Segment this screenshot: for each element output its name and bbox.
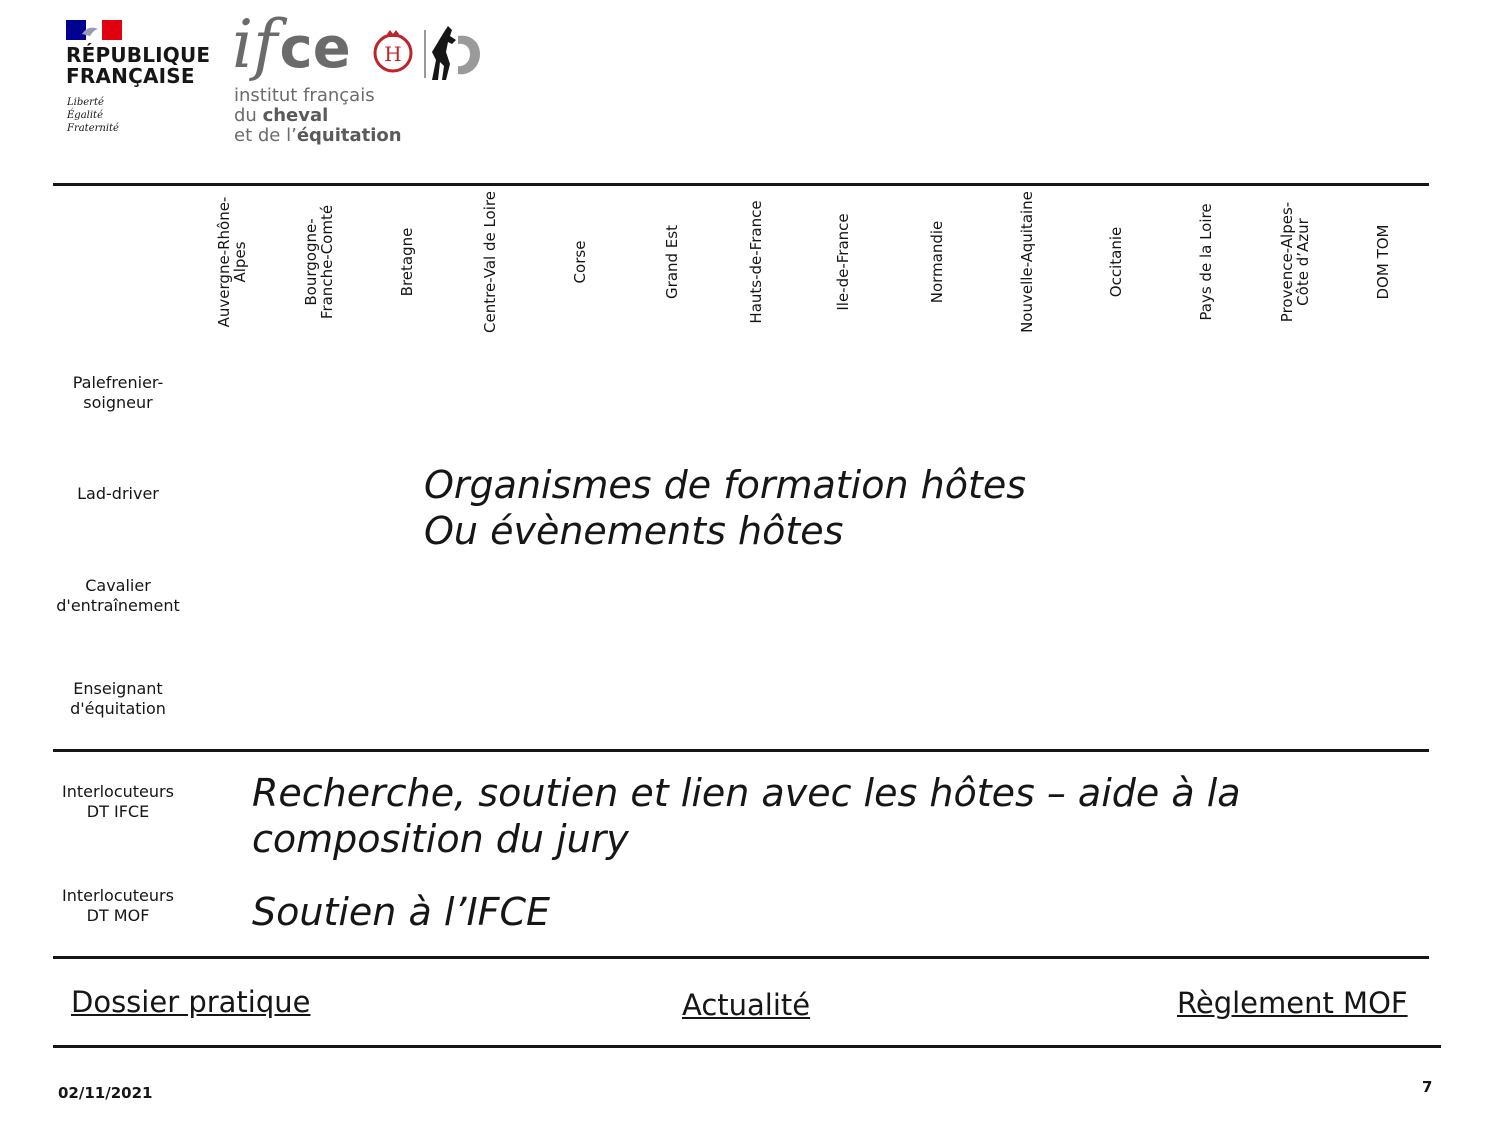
region-header-occitanie	[1108, 227, 1124, 297]
row-label-palefrenier-soigneur	[40, 373, 196, 413]
ifce-logo	[232, 6, 502, 150]
row-label-line2: DT IFCE	[86, 802, 150, 821]
dt-ifce-role-line2: composition du jury	[252, 817, 629, 861]
ifce-subtitle-line2a: du	[234, 105, 263, 126]
ifce-subtitle-line3a: et de l’	[234, 125, 297, 146]
dossier-pratique-link[interactable]: Dossier pratique	[71, 985, 311, 1019]
row-label-line2: d'entraînement	[56, 596, 180, 615]
row-label-line1: Cavalier	[85, 576, 151, 595]
row-label-line1: Enseignant	[73, 679, 163, 698]
region-header-ile-de-france	[835, 213, 851, 310]
table-bottom-rule	[53, 956, 1429, 959]
row-label-enseignant-equitation	[40, 679, 196, 719]
row-label-line1: Palefrenier-	[72, 373, 164, 392]
row-label-interlocuteurs-dt-mof	[40, 886, 196, 926]
region-label-line1: Ile-de-France	[834, 213, 852, 311]
rf-motto	[67, 96, 119, 135]
table-top-rule	[53, 183, 1429, 186]
page-number: 7	[1422, 1078, 1433, 1096]
host-organizations-text	[424, 462, 1026, 554]
region-label-line1: Normandie	[928, 220, 946, 304]
rf-motto-fraternite: Fraternité	[67, 123, 119, 134]
region-header-hauts-de-france	[748, 200, 764, 323]
dt-ifce-role-text	[252, 770, 1241, 862]
region-header-bretagne	[399, 228, 415, 297]
region-header-corse	[572, 241, 588, 284]
region-header-provence-alpes-cote-d-azur	[1279, 202, 1311, 322]
region-label-line1: Occitanie	[1107, 226, 1125, 298]
region-header-dom-tom	[1375, 225, 1391, 300]
row-label-line1: Interlocuteurs	[62, 782, 174, 801]
region-label-line1: Corse	[571, 240, 589, 284]
region-header-auvergne-rhone-alpes	[216, 197, 248, 328]
region-label-line1: Bourgogne-	[302, 218, 320, 306]
republique-francaise-logo	[66, 20, 216, 140]
table-middle-rule	[53, 749, 1429, 752]
row-label-line2: soigneur	[83, 393, 153, 412]
region-label-line1: Grand Est	[663, 225, 681, 299]
region-label-line1: Bretagne	[398, 227, 416, 297]
row-label-lad-driver	[40, 484, 196, 504]
actualite-link[interactable]: Actualité	[682, 988, 811, 1022]
region-label-line2: Côte d’Azur	[1294, 218, 1312, 306]
footer-rule	[53, 1045, 1441, 1048]
ifce-wordmark	[232, 6, 351, 84]
ifce-subtitle-line2b: cheval	[262, 105, 329, 126]
region-label-line2: Franche-Comté	[318, 204, 336, 320]
footer-date: 02/11/2021	[58, 1084, 153, 1102]
haras-seal-letter: H	[384, 42, 402, 66]
ifce-subtitle-line2	[234, 106, 402, 126]
region-label-line1: DOM TOM	[1374, 224, 1392, 300]
rf-name-line1: RÉPUBLIQUE	[66, 43, 211, 67]
region-label-line1: Provence-Alpes-	[1278, 201, 1296, 323]
region-header-grand-est	[664, 225, 680, 299]
ifce-wordmark-if: if	[232, 6, 278, 83]
dt-ifce-role-line1: Recherche, soutien et lien avec les hôtes – aide à la	[252, 771, 1241, 815]
republique-francaise-name	[66, 45, 210, 87]
ifce-wordmark-ce: ce	[279, 16, 351, 81]
reglement-mof-link[interactable]: Règlement MOF	[1177, 986, 1408, 1020]
row-label-interlocuteurs-dt-ifce	[40, 782, 196, 822]
ifce-subtitle-line3b: équitation	[296, 125, 402, 146]
ifce-subtitle-line3	[234, 126, 402, 146]
region-label-line1: Hauts-de-France	[747, 200, 765, 324]
region-label-line1: Pays de la Loire	[1197, 203, 1215, 321]
region-label-line1: Auvergne-Rhône-	[215, 196, 233, 328]
haras-seal-icon	[370, 28, 416, 74]
row-label-line1: Interlocuteurs	[62, 886, 174, 905]
region-label-line1: Nouvelle-Aquitaine	[1018, 191, 1036, 333]
dt-mof-role-line1: Soutien à l’IFCE	[252, 890, 551, 934]
row-label-cavalier-entrainement	[40, 576, 196, 616]
rf-name-line2: FRANÇAISE	[66, 64, 195, 88]
row-label-line2: d'équitation	[70, 699, 166, 718]
dt-mof-role-text	[252, 889, 550, 935]
region-header-pays-de-la-loire	[1198, 203, 1214, 320]
host-organizations-line2: Ou évènements hôtes	[424, 509, 844, 553]
rf-motto-liberte: Liberté	[67, 97, 104, 108]
french-flag-icon	[66, 20, 122, 40]
ifce-subtitle	[234, 86, 402, 146]
rf-motto-egalite: Égalité	[67, 110, 103, 121]
region-label-line2: Alpes	[231, 241, 249, 283]
region-header-normandie	[929, 221, 945, 304]
region-header-bourgogne-franche-comte	[303, 205, 335, 319]
host-organizations-line1: Organismes de formation hôtes	[424, 463, 1027, 507]
row-label-line1: Lad-driver	[77, 484, 159, 503]
region-label-line1: Centre-Val de Loire	[481, 191, 499, 333]
row-label-line2: DT MOF	[86, 906, 150, 925]
region-header-nouvelle-aquitaine	[1019, 191, 1035, 333]
ifce-subtitle-line1: institut français	[234, 85, 375, 106]
region-header-centre-val-de-loire	[482, 191, 498, 333]
rearing-horse-icon	[424, 22, 486, 84]
